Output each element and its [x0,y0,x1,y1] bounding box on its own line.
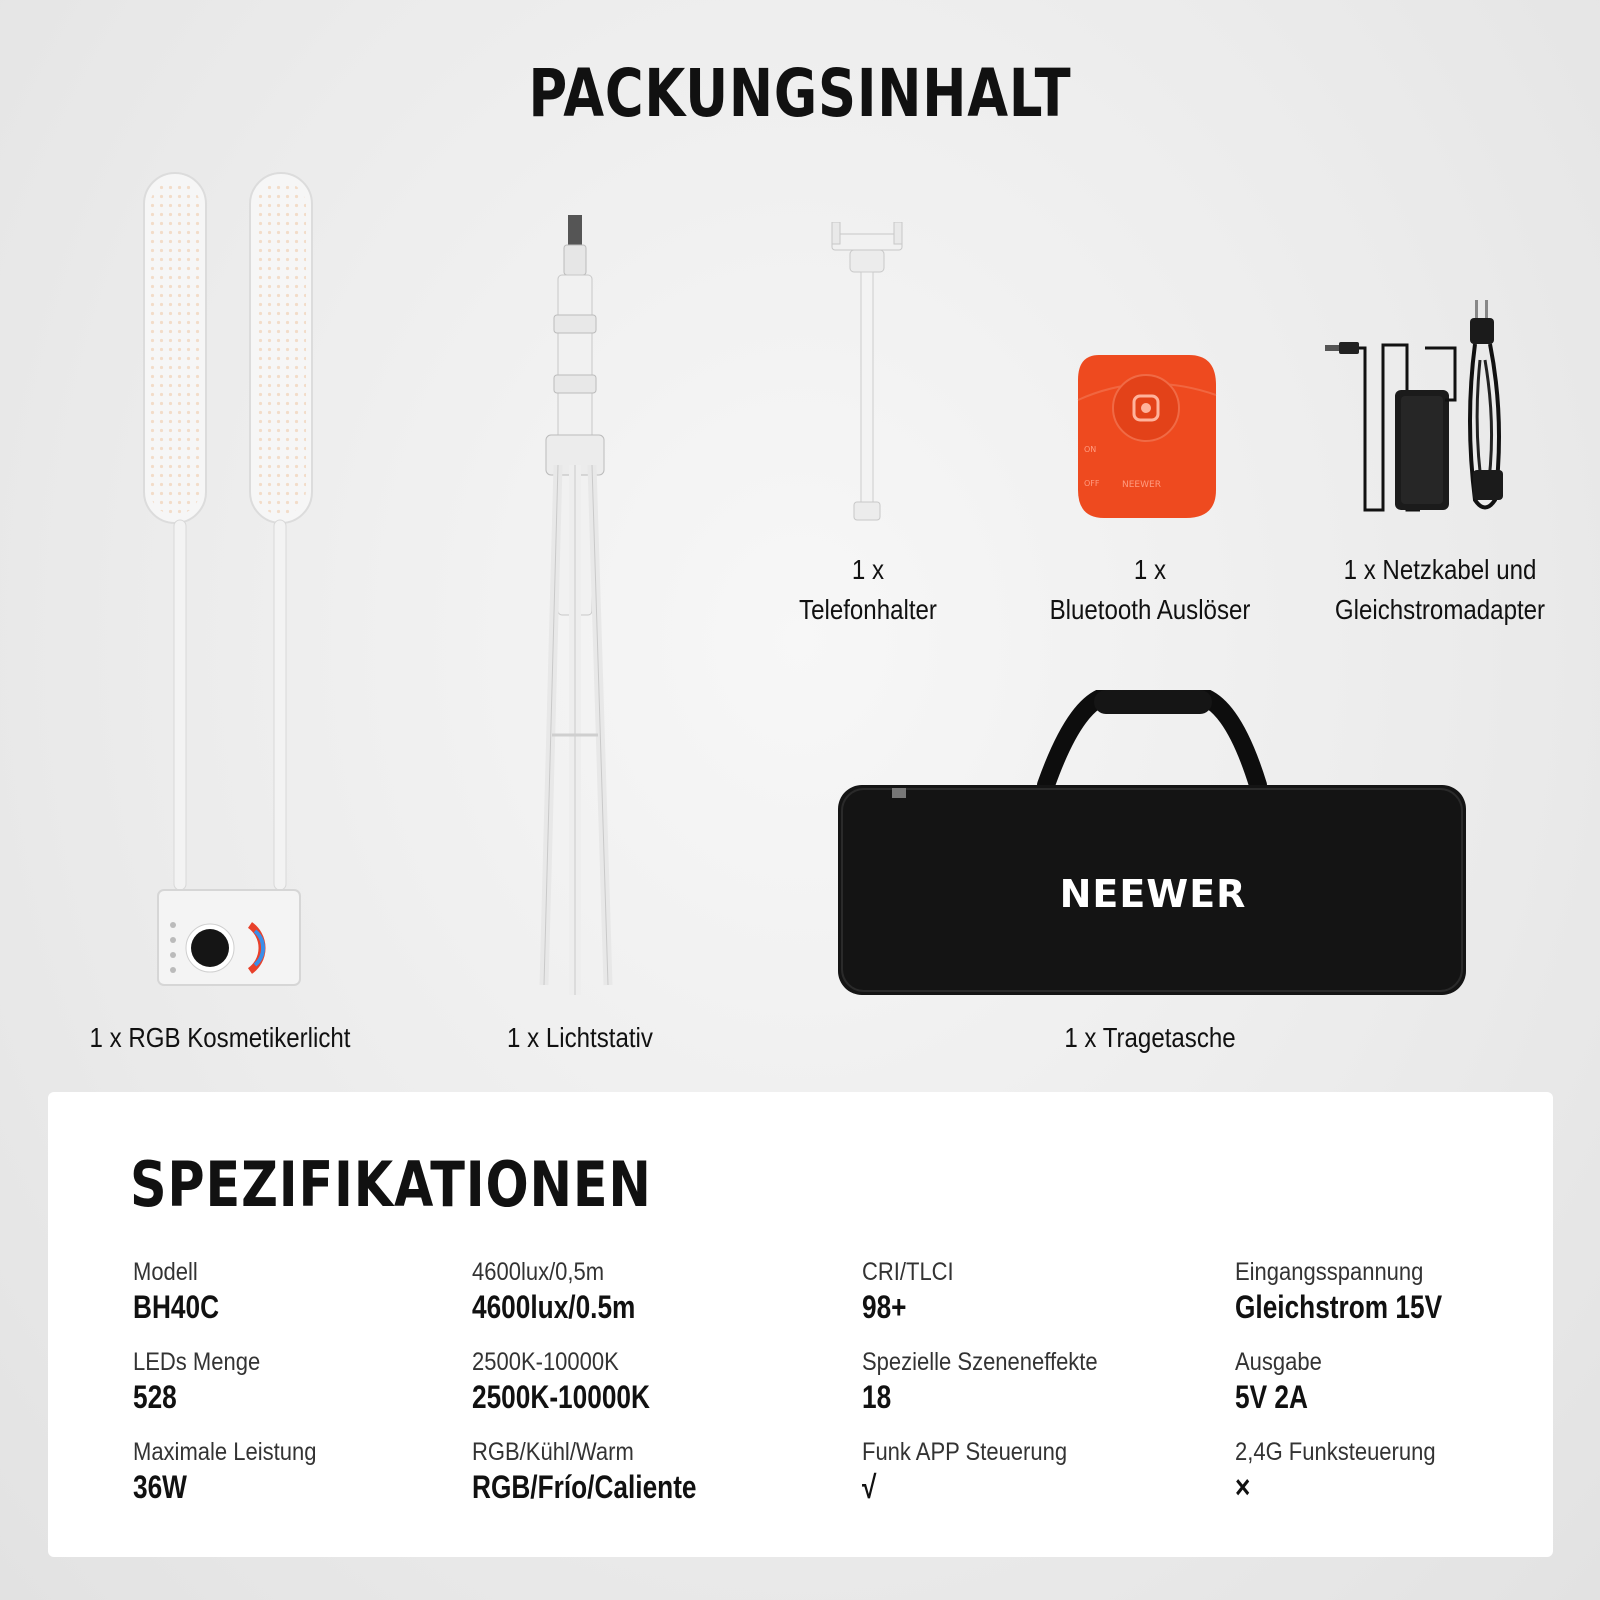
spec-label: RGB/Kühl/Warm [472,1438,634,1466]
light-stand-image [528,215,628,1000]
caption-phone-holder: 1 x Telefonhalter [799,554,937,625]
rgb-vanity-light-image [130,165,320,1000]
spec-value: BH40C [133,1289,220,1325]
spec-model [133,1257,493,1327]
spec-value: 5V 2A [1235,1379,1308,1415]
spec-app-control [862,1437,1222,1507]
spec-value: 528 [133,1379,177,1415]
spec-label: Spezielle Szeneneffekte [862,1348,1098,1376]
spec-value: Gleichstrom 15V [1235,1289,1443,1325]
spec-label: Funk APP Steuerung [862,1438,1068,1466]
carrying-bag-image [838,690,1466,995]
spec-scene-effects [862,1347,1222,1417]
page-title: PACKUNGSINHALT [528,55,1072,132]
spec-value: 36W [133,1469,187,1505]
spec-value: 4600lux/0.5m [472,1289,636,1325]
caption-light-stand: 1 x Lichtstativ [507,1022,653,1053]
spec-input-voltage [1235,1257,1595,1327]
power-adapter-image [1325,300,1530,520]
caption-carrying-bag: 1 x Tragetasche [1064,1022,1236,1053]
spec-output [1235,1347,1595,1417]
spec-value: 2500K-10000K [472,1379,650,1415]
remote-off-label: OFF [1084,479,1100,488]
specifications-title: SPEZIFIKATIONEN [130,1148,652,1221]
phone-holder-image [822,222,912,532]
spec-label: CRI/TLCI [862,1258,954,1286]
caption-vanity-light: 1 x RGB Kosmetikerlicht [89,1022,351,1053]
caption-bluetooth-remote: 1 x Bluetooth Auslöser [1049,554,1251,625]
spec-value: RGB/Frío/Caliente [472,1469,697,1505]
bag-brand-logo: NEEWER [1059,872,1247,916]
spec-led-count [133,1347,493,1417]
spec-label: 2500K-10000K [472,1348,619,1376]
bluetooth-remote-image [1074,350,1219,520]
spec-label: 4600lux/0,5m [472,1258,605,1286]
remote-brand-label: NEEWER [1122,480,1161,490]
spec-label: Modell [133,1258,198,1286]
spec-color-temp [472,1347,832,1417]
spec-value: 18 [862,1379,892,1415]
spec-value: × [1235,1469,1251,1505]
spec-label: Ausgabe [1235,1348,1322,1376]
spec-lux [472,1257,832,1327]
spec-label: Maximale Leistung [133,1438,317,1466]
specifications-card [48,1092,1553,1557]
spec-value: 98+ [862,1289,907,1325]
spec-rgb-modes [472,1437,832,1507]
spec-label: LEDs Menge [133,1348,261,1376]
spec-value: √ [862,1469,877,1505]
spec-label: Eingangsspannung [1235,1258,1424,1286]
spec-wireless-control [1235,1437,1595,1507]
spec-label: 2,4G Funksteuerung [1235,1438,1436,1466]
spec-max-power [133,1437,493,1507]
spec-cri [862,1257,1222,1327]
caption-power-adapter: 1 x Netzkabel und Gleichstromadapter [1334,554,1546,625]
remote-on-label: ON [1084,445,1097,454]
